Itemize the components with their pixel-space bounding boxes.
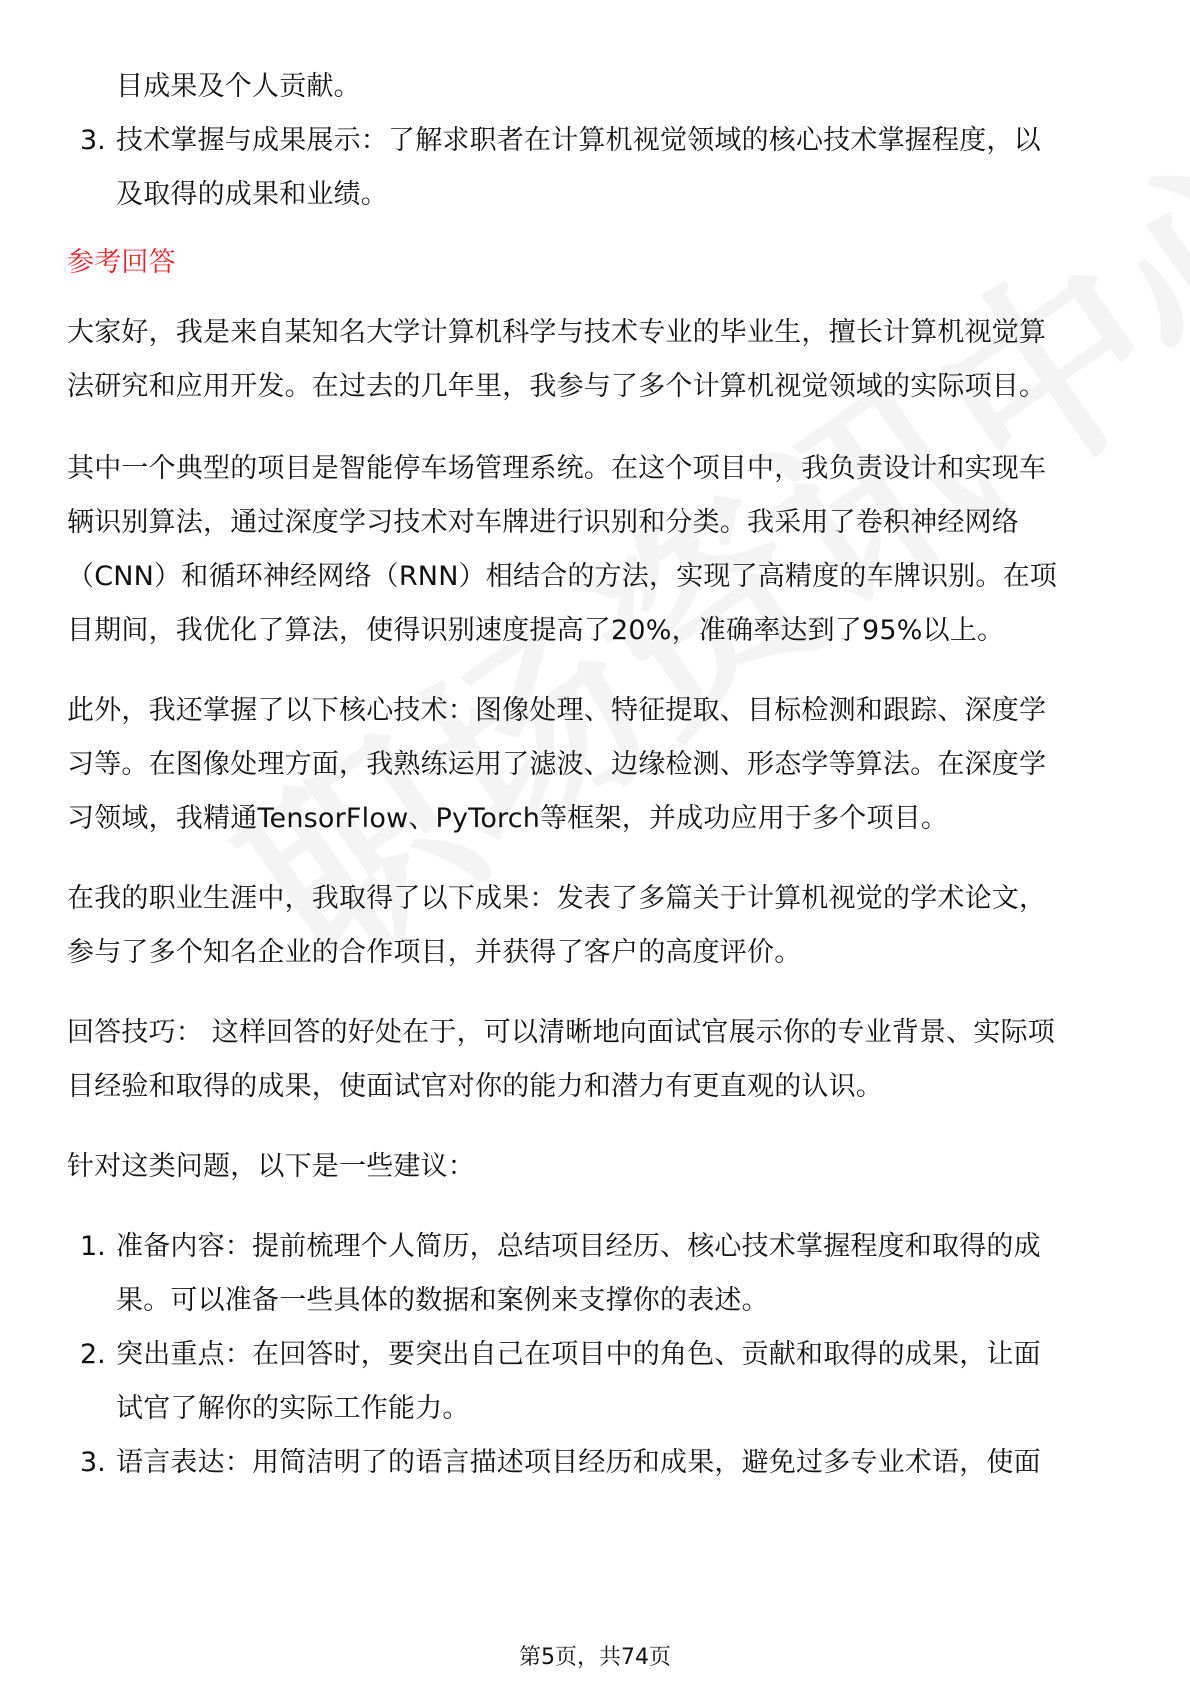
paragraph-line: 目期间，我优化了算法，使得识别速度提高了20%，准确率达到了95%以上。 <box>67 615 1005 646</box>
list-number: 2. <box>80 1339 106 1370</box>
paragraph-line: 习等。在图像处理方面，我熟练运用了滤波、边缘检测、形态学等算法。在深度学 <box>67 749 1047 780</box>
list-item-text: 准备内容：提前梳理个人简历，总结项目经历、核心技术掌握程度和取得的成 <box>116 1231 1041 1262</box>
paragraph-line: 其中一个典型的项目是智能停车场管理系统。在这个项目中，我负责设计和实现车 <box>67 453 1047 484</box>
list-item-continuation: 目成果及个人贡献。 <box>116 71 361 102</box>
list-item-text: 试官了解你的实际工作能力。 <box>116 1393 470 1424</box>
paragraph-line: （CNN）和循环神经网络（RNN）相结合的方法，实现了高精度的车牌识别。在项 <box>67 561 1058 592</box>
paragraph-line: 大家好，我是来自某知名大学计算机科学与技术专业的毕业生，擅长计算机视觉算 <box>67 317 1047 348</box>
list-item-text: 突出重点：在回答时，要突出自己在项目中的角色、贡献和取得的成果，让面 <box>116 1339 1041 1370</box>
paragraph-line: 在我的职业生涯中，我取得了以下成果：发表了多篇关于计算机视觉的学术论文， <box>67 883 1047 914</box>
paragraph-line: 回答技巧： 这样回答的好处在于，可以清晰地向面试官展示你的专业背景、实际项 <box>67 1017 1055 1048</box>
list-item-text: 技术掌握与成果展示：了解求职者在计算机视觉领域的核心技术掌握程度，以 <box>116 125 1041 156</box>
list-item-text: 及取得的成果和业绩。 <box>116 179 388 210</box>
section-heading: 参考回答 <box>67 247 176 278</box>
list-number: 3. <box>80 125 106 156</box>
list-item-text: 果。可以准备一些具体的数据和案例来支撑你的表述。 <box>116 1285 769 1316</box>
paragraph-line: 法研究和应用开发。在过去的几年里，我参与了多个计算机视觉领域的实际项目。 <box>67 371 1047 402</box>
paragraph-line: 此外，我还掌握了以下核心技术：图像处理、特征提取、目标检测和跟踪、深度学 <box>67 695 1047 726</box>
paragraph-line: 习领域，我精通TensorFlow、PyTorch等框架，并成功应用于多个项目。 <box>67 803 949 834</box>
paragraph-line: 参与了多个知名企业的合作项目，并获得了客户的高度评价。 <box>67 937 802 968</box>
list-number: 3. <box>80 1447 106 1478</box>
paragraph-line: 辆识别算法，通过深度学习技术对车牌进行识别和分类。我采用了卷积神经网络 <box>67 507 1019 538</box>
paragraph-line: 目经验和取得的成果，使面试官对你的能力和潜力有更直观的认识。 <box>67 1071 883 1102</box>
paragraph-line: 针对这类问题，以下是一些建议： <box>67 1151 475 1182</box>
page-footer: 第5页，共74页 <box>519 1645 671 1670</box>
list-item-text: 语言表达：用简洁明了的语言描述项目经历和成果，避免过多专业术语，使面 <box>116 1447 1041 1478</box>
list-number: 1. <box>80 1231 106 1262</box>
